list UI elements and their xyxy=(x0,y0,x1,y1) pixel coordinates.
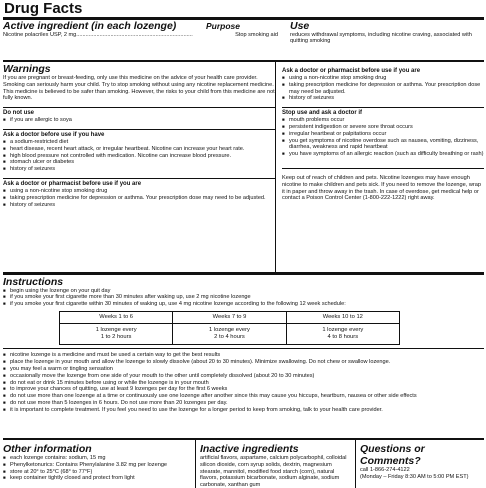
stop-use-item: ■ you have symptoms of an allergic reaction (such as difficulty breathing or rash) xyxy=(282,151,484,158)
instruction-item: ■ you may feel a warm or tingling sensation xyxy=(3,366,484,373)
instructions-section xyxy=(3,275,484,438)
leader-dots: ........................................................................... xyxy=(76,31,193,38)
right-ask-pharmacist-item: ■ taking prescription medicine for depression or asthma. Your prescription dose may need be adjusted. xyxy=(282,82,484,96)
stop-use-item: ■ mouth problems occur xyxy=(282,117,484,124)
warnings-heading: Warnings xyxy=(3,63,51,75)
other-information-item: ■ each lozenge contains: sodium, 15 mg xyxy=(3,455,191,462)
use-heading: Use xyxy=(290,19,310,32)
other-information-column xyxy=(3,440,191,488)
instruction-item: ■ do not use more than one lozenge at a time or continuously use one lozenge after another since this may cause you hiccups, heartburn, nausea or other side effects xyxy=(3,393,484,400)
schedule-column xyxy=(59,311,173,346)
other-information-heading: Other information xyxy=(3,443,92,455)
other-information-item: ■ store at 20° to 25°C (68° to 77°F) xyxy=(3,469,191,476)
instruction-item: ■ it is important to complete treatment. If you feel you need to use the lozenge for a longer period to keep from smoking, talk to your health care provider. xyxy=(3,407,484,414)
instruction-item: ■ place the lozenge in your mouth and allow the lozenge to slowly dissolve (about 20 to 30 minutes). Minimize swallowing. Do not chew or swallow lozenge. xyxy=(3,359,484,366)
other-information-item: ■ Phenylketonurics: Contains Phenylalanine 3.82 mg per lozenge xyxy=(3,462,191,469)
instruction-item: ■ do not use more than 5 lozenges in 6 hours. Do not use more than 20 lozenges per day. xyxy=(3,400,484,407)
schedule-dose: 1 lozenge every xyxy=(209,326,250,333)
instruction-item: ■ to improve your chances of quitting, use at least 9 lozenges per day for the first 6 weeks xyxy=(3,386,484,393)
instruction-item: ■ do not eat or drink 15 minutes before using or while the lozenge is in your mouth xyxy=(3,380,484,387)
keep-out-of-reach: Keep out of reach of children and pets. Nicotine lozenges may have enough nicotine to make children and pets sick. If you need to remove the lozenge, wrap it in paper and throw away in the trash. In case of overdose, get medical help or contact a Poison Control Center (1-800-222-1222) right away. xyxy=(282,174,482,202)
ask-doctor-item: ■ stomach ulcer or diabetes xyxy=(3,159,275,166)
instruction-item: ■ nicotine lozenge is a medicine and must be used a certain way to get the best results xyxy=(3,352,484,359)
page-title: Drug Facts xyxy=(4,0,83,17)
ask-pharmacist-item: ■ taking prescription medicine for depression or asthma. Your prescription dose may need to be adjusted. xyxy=(3,195,275,202)
dosing-schedule-table xyxy=(59,311,399,346)
warnings-left-column xyxy=(3,62,275,272)
ask-doctor-item: ■ high blood pressure not controlled with medication. Nicotine can increase blood pressure. xyxy=(3,153,275,160)
inactive-ingredients-text: artificial flavors, aspartame, calcium polycarbophil, colloidal silicon dioxide, corn syrup solids, dextrin, magnesium stearate, mannitol, modified food starch (corn), natural flavors, potassium bicarbonate, sodium alginate, sodium carbonate, xanthan gum xyxy=(200,455,347,488)
questions-column xyxy=(356,440,484,488)
schedule-column xyxy=(172,311,286,346)
ask-doctor-item: ■ history of seizures xyxy=(3,166,275,173)
ask-doctor-item: ■ heart disease, recent heart attack, or irregular heartbeat. Nicotine can increase your heart rate. xyxy=(3,146,275,153)
active-ingredient-heading: Active ingredient (in each lozenge) xyxy=(3,19,177,32)
ask-pharmacist-item: ■ history of seizures xyxy=(3,202,275,209)
right-ask-pharmacist-item: ■ using a non-nicotine stop smoking drug xyxy=(282,75,484,82)
right-ask-pharmacist-heading: Ask a doctor or pharmacist before use if you are xyxy=(282,68,421,74)
right-ask-pharmacist-item: ■ history of seizures xyxy=(282,95,484,102)
schedule-weeks: Weeks 10 to 12 xyxy=(287,312,399,324)
header-section xyxy=(3,20,484,60)
instruction-item: ■ occasionally move the lozenge from one side of your mouth to the other until completely dissolved (about 20 to 30 minutes) xyxy=(3,373,484,380)
schedule-dose: 1 lozenge every xyxy=(322,326,364,333)
ask-pharmacist-item: ■ using a non-nicotine stop smoking drug xyxy=(3,188,275,195)
schedule-column xyxy=(286,311,400,346)
use-text: reduces withdrawal symptoms, including nicotine craving, associated with quitting smoking xyxy=(290,31,472,45)
schedule-interval: 1 to 2 hours xyxy=(100,333,132,340)
inactive-ingredients-column xyxy=(200,440,352,488)
bottom-section xyxy=(3,440,484,488)
inactive-ingredients-heading: Inactive ingredients xyxy=(200,443,299,455)
active-ingredient: Nicotine polacrilex USP, 2 mg xyxy=(3,31,77,38)
stop-use-item: ■ persistent indigestion or severe sore throat occurs xyxy=(282,124,484,131)
warnings-right-column xyxy=(276,62,484,272)
purpose-heading: Purpose xyxy=(206,20,241,31)
instruction-item: ■ if you smoke your first cigarette more than 30 minutes after waking up, use 2 mg nicotine lozenge xyxy=(3,294,484,301)
ask-doctor-heading: Ask a doctor before use if you have xyxy=(3,131,105,138)
questions-phone: call 1-866-274-4122 xyxy=(360,467,410,473)
questions-heading: Questions or Comments? xyxy=(360,443,425,467)
stop-use-heading: Stop use and ask a doctor if xyxy=(282,110,363,117)
warnings-section xyxy=(3,62,484,272)
schedule-weeks: Weeks 7 to 9 xyxy=(173,312,285,324)
other-information-item: ■ keep container tightly closed and protect from light xyxy=(3,475,191,482)
schedule-dose: 1 lozenge every xyxy=(95,326,137,333)
instruction-item: ■ if you smoke your first cigarette within 30 minutes of waking up, use 4 mg nicotine lozenge according to the following 12 week schedule: xyxy=(3,301,484,308)
do-not-use-item: ■ if you are allergic to soya xyxy=(3,117,275,124)
questions-hours: (Monday – Friday 8:30 AM to 5:00 PM EST) xyxy=(360,473,469,480)
schedule-interval: 4 to 8 hours xyxy=(327,333,359,340)
ask-doctor-item: ■ a sodium-restricted diet xyxy=(3,139,275,146)
drug-facts-panel xyxy=(3,0,484,488)
ask-pharmacist-heading: Ask a doctor or pharmacist before use if you are xyxy=(3,180,142,187)
instruction-item: ■ begin using the lozenge on your quit day xyxy=(3,288,484,295)
purpose-text: Stop smoking aid xyxy=(235,31,278,38)
stop-use-item: ■ you get symptoms of nicotine overdose such as nausea, vomiting, dizziness, diarrhea, weakness and rapid heartbeat xyxy=(282,138,484,152)
do-not-use-heading: Do not use xyxy=(3,110,34,117)
stop-use-item: ■ irregular heartbeat or palpitations occur xyxy=(282,131,484,138)
schedule-interval: 2 to 4 hours xyxy=(214,333,245,340)
instructions-heading: Instructions xyxy=(3,275,64,288)
warnings-intro: If you are pregnant or breast-feeding, only use this medicine on the advice of your health care provider. Smoking can seriously harm your child. Try to stop smoking without using any nicotine replacement medicine. This medicine is believed to be safer than smoking. However, the risks to your child from this medicine are not fully known. xyxy=(3,75,275,102)
schedule-weeks: Weeks 1 to 6 xyxy=(60,312,172,324)
